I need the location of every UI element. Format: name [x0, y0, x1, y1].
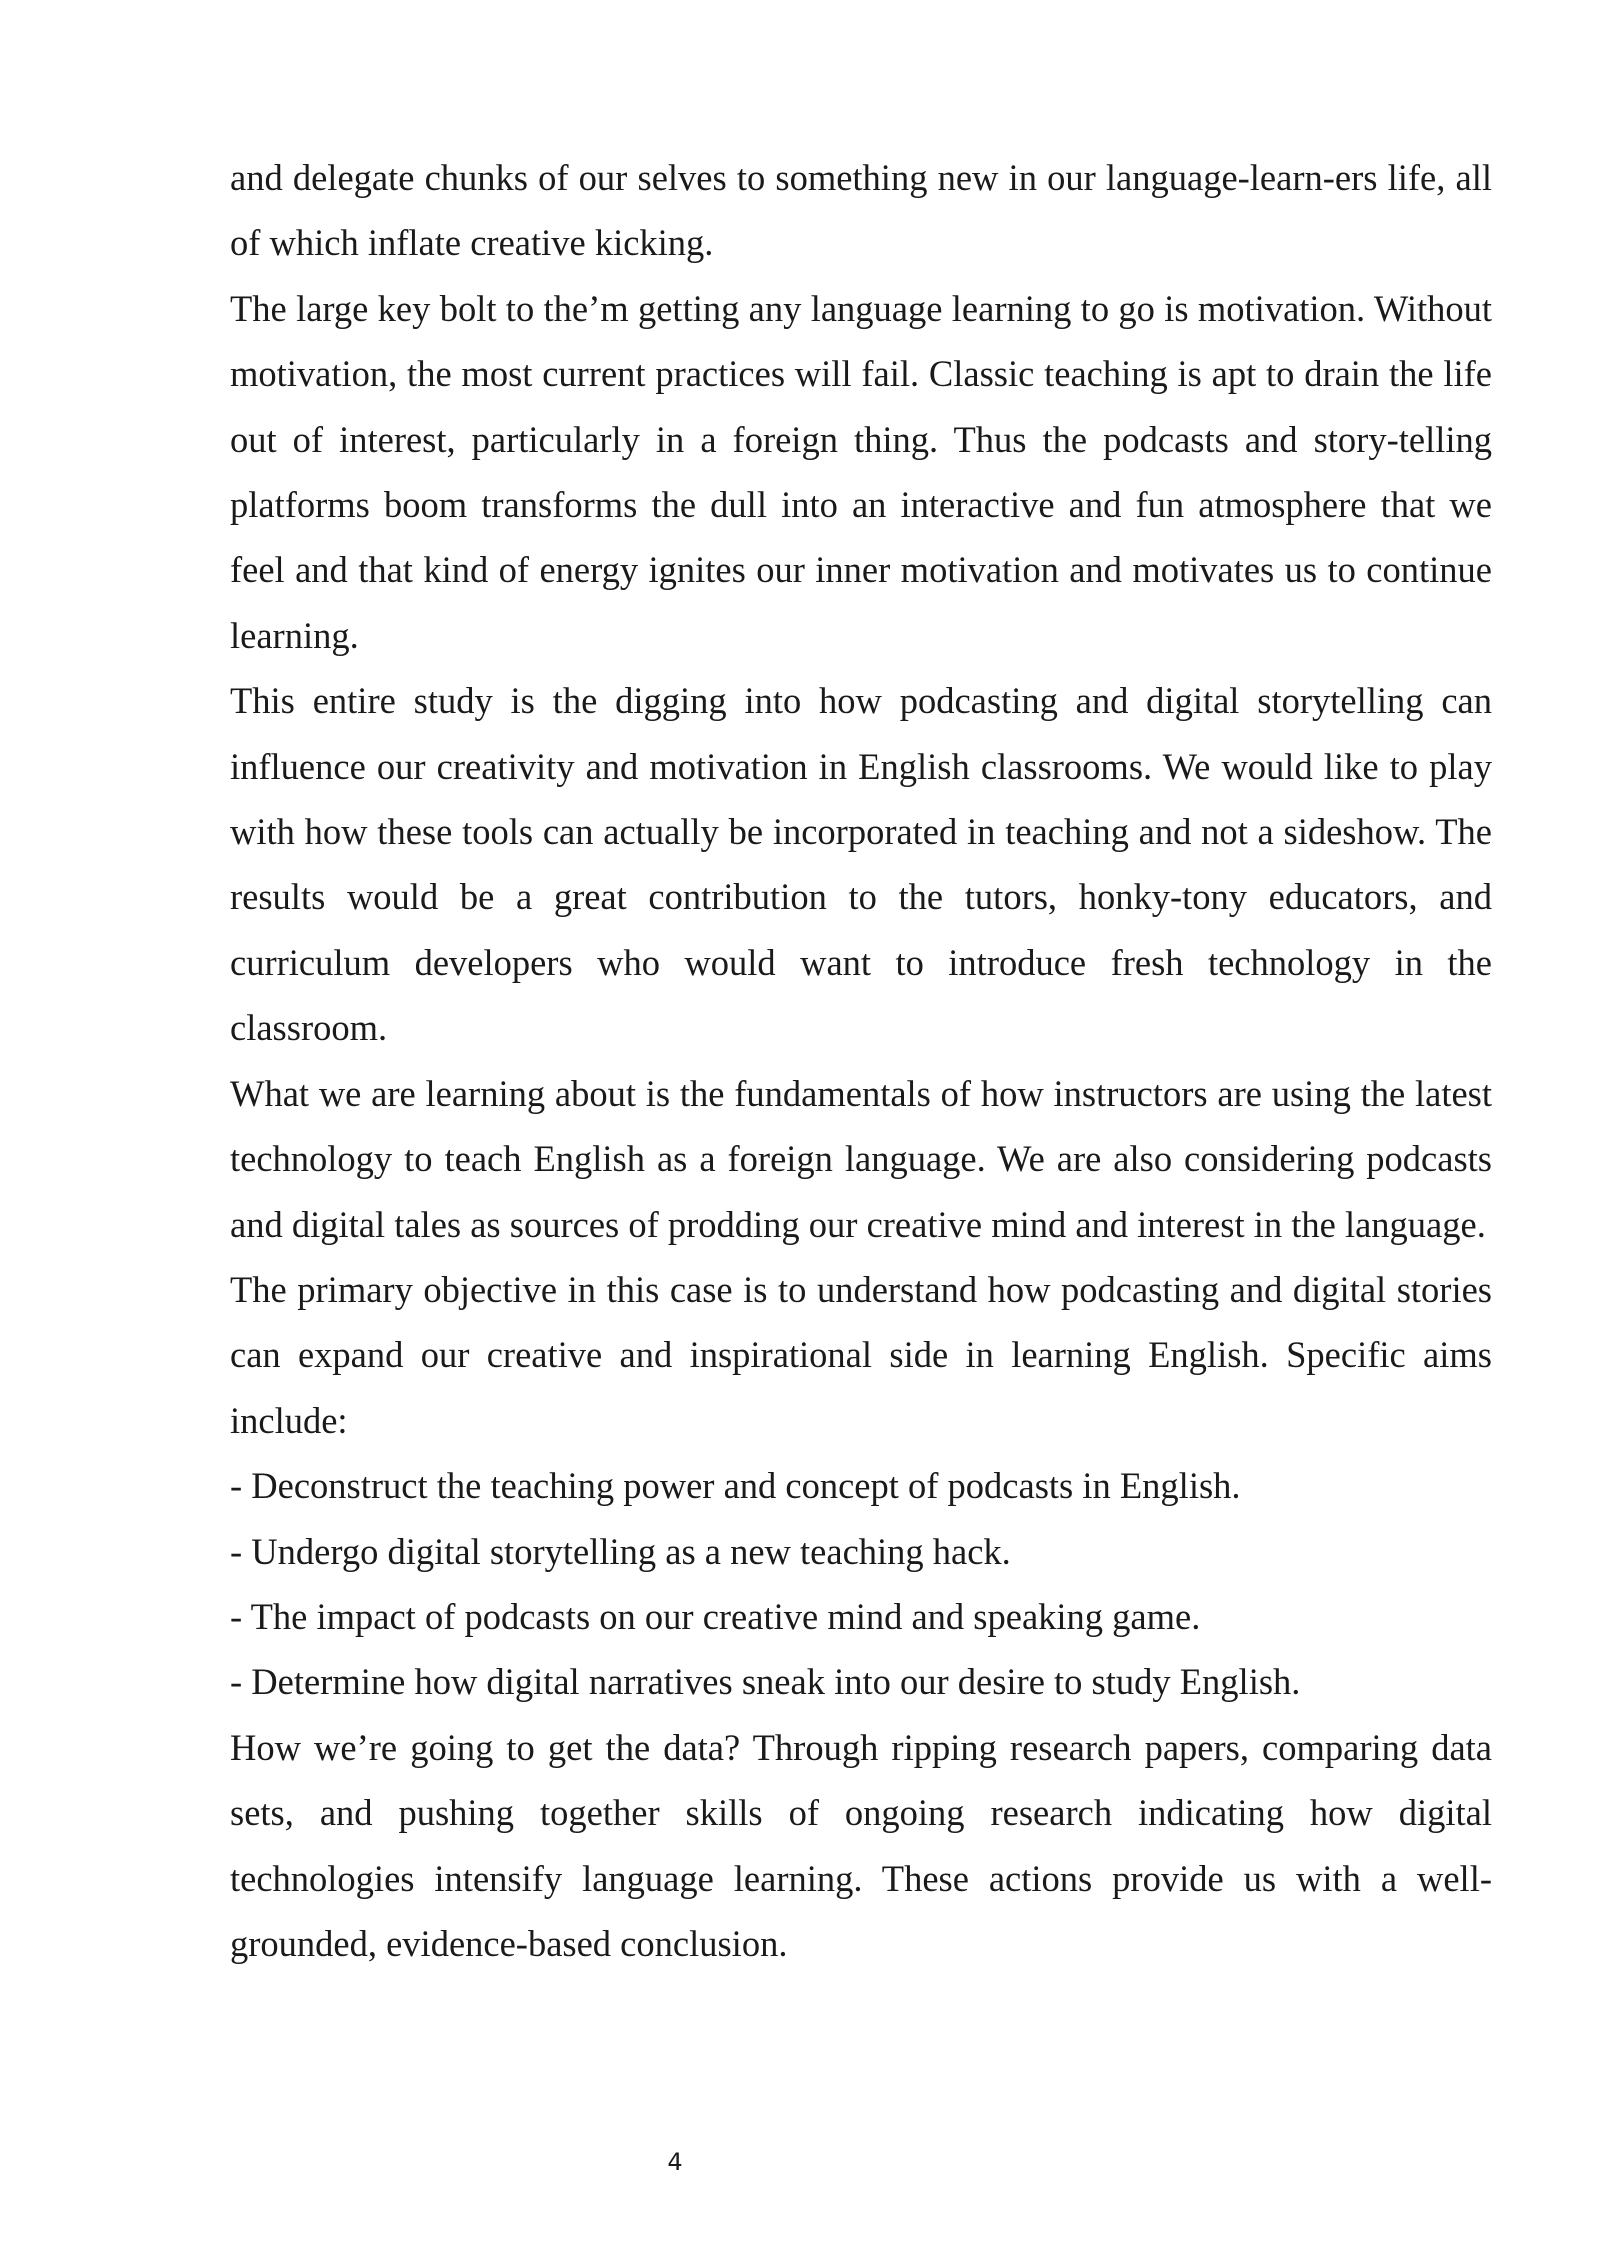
aim-item-2: - Undergo digital storytelling as a new teaching hack.: [230, 1530, 1011, 1572]
body-paragraph-3: This entire study is the digging into how podcasting and digital storytelling can influence our creativity and motivation in English classrooms. We would like to play with how these tools can actually be incorporated in teaching and not a sideshow. The results would be a great contribution to the tutors, honky-tony educators, and curriculum developers who would want to introduce fresh technology in the classroom.: [230, 680, 1492, 1049]
body-paragraph-2: The large key bolt to the’m getting any language learning to go is motivation. Without motivation, the most current practices will fail. Classic teaching is apt to drain the life out of interest, particularly in a foreign thing. Thus the podcasts and story-telling platforms boom transforms the dull into an interactive and fun atmosphere that we feel and that kind of energy ignites our inner motivation and motivates us to continue learning.: [230, 287, 1492, 656]
page-number: 4: [667, 2148, 683, 2176]
body-paragraph-5: The primary objective in this case is to understand how podcasting and digital stories can expand our creative and inspirational side in learning English. Specific aims include:: [230, 1268, 1492, 1441]
page-body: [230, 145, 1492, 1976]
body-paragraph-4: What we are learning about is the fundamentals of how instructors are using the latest technology to teach English as a foreign language. We are also considering podcasts and digital tales as sources of prodding our creative mind and interest in the language.: [230, 1072, 1492, 1245]
aim-item-1: - Deconstruct the teaching power and concept of podcasts in English.: [230, 1465, 1241, 1507]
aim-item-3: - The impact of podcasts on our creative mind and speaking game.: [230, 1595, 1201, 1637]
body-paragraph-1: and delegate chunks of our selves to something new in our language-learn-ers life, all of which inflate creative kicking.: [230, 157, 1492, 264]
aims-list: [230, 1453, 1492, 1715]
aim-item-4: - Determine how digital narratives sneak into our desire to study English.: [230, 1661, 1301, 1703]
closing-paragraph: How we’re going to get the data? Through ripping research papers, comparing data sets, and pushing together skills of ongoing research indicating how digital technologies intensify language learning. These actions provide us with a well-grounded, evidence-based conclusion.: [230, 1726, 1492, 1964]
